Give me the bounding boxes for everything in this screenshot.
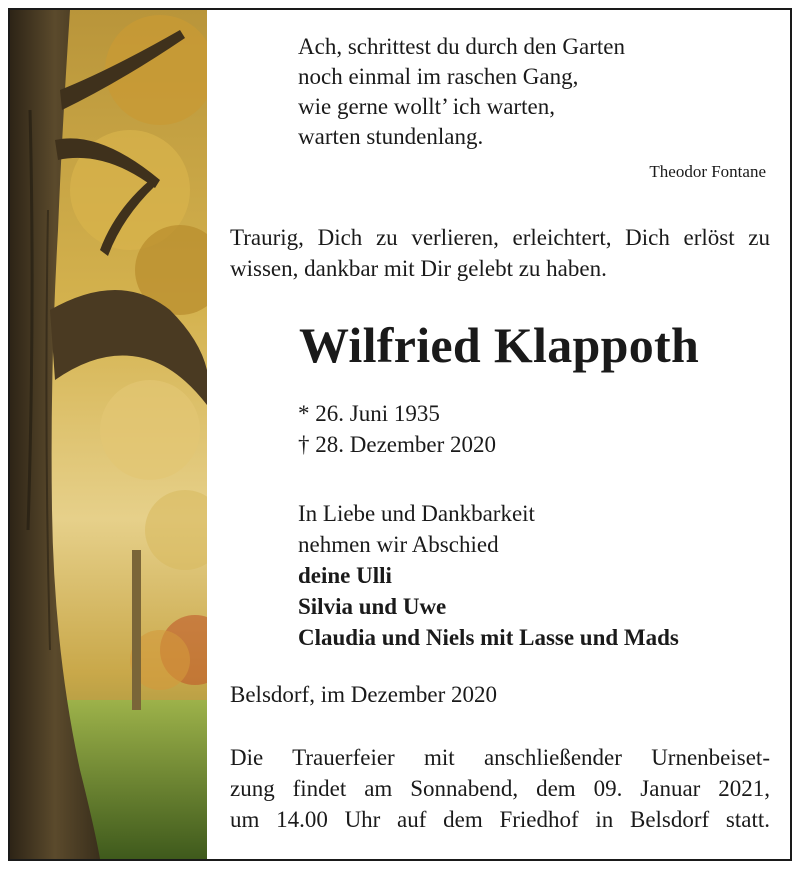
poem-author: Theodor Fontane (649, 162, 766, 181)
mourner-name: Claudia und Niels mit Lasse und Mads (298, 625, 679, 650)
poem-line: wie gerne wollt’ ich warten, (298, 94, 555, 119)
place-date: Belsdorf, im Dezember 2020 (230, 682, 497, 707)
obituary-frame (8, 8, 792, 861)
deceased-name: Wilfried Klappoth (299, 317, 700, 373)
poem-line: noch einmal im raschen Gang, (298, 64, 579, 89)
poem-line: warten stundenlang. (298, 124, 484, 149)
mourner-name: Silvia und Uwe (298, 594, 447, 619)
mourner-name: deine Ulli (298, 563, 392, 588)
poem-line: Ach, schrittest du durch den Garten (298, 34, 626, 59)
funeral-line: um 14.00 Uhr auf dem Friedhof in Belsdorf statt. (230, 807, 770, 832)
poem (298, 32, 625, 152)
funeral-info (230, 742, 770, 835)
tree-photo (10, 10, 207, 859)
intro-text: Traurig, Dich zu verlieren, erleichtert, Dich erlöst zu wissen, dankbar mit Dir gelebt zu haben. (230, 225, 770, 281)
death-date: † 28. Dezember 2020 (298, 432, 496, 457)
birth-date: * 26. Juni 1935 (298, 401, 440, 426)
farewell-line: nehmen wir Abschied (298, 532, 499, 557)
farewell-line: In Liebe und Dankbarkeit (298, 501, 535, 526)
life-dates (298, 398, 496, 460)
funeral-line: Die Trauerfeier mit anschließender Urnenbeiset- (230, 745, 770, 770)
funeral-line: zung findet am Sonnabend, dem 09. Januar 2021, (230, 776, 770, 801)
family-section (298, 498, 679, 653)
